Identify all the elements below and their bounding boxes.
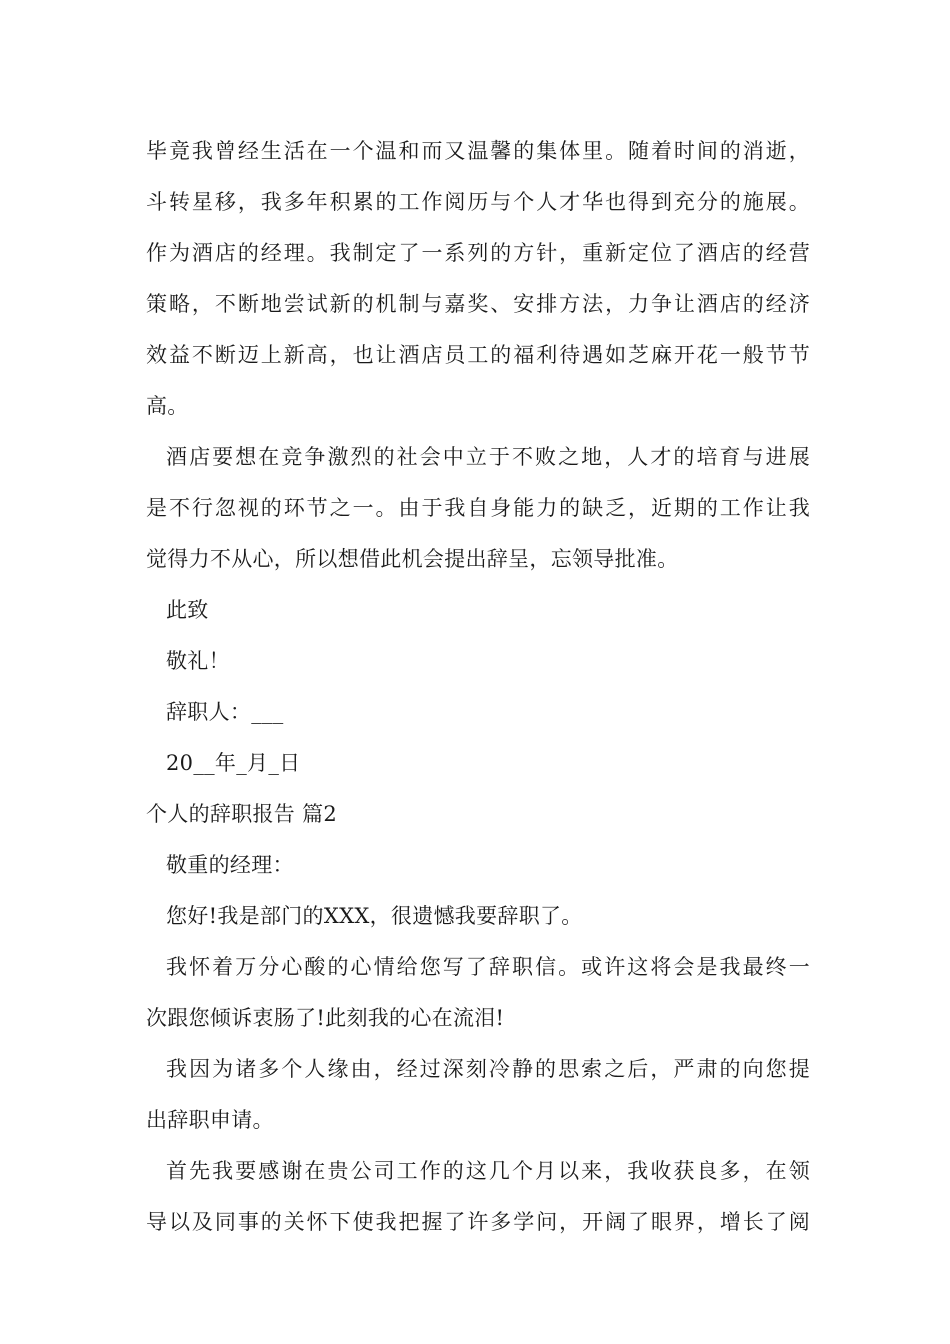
body-text-line: 策略，不断地尝试新的机制与嘉奖、安排方法，力争让酒店的经济 <box>146 292 810 316</box>
body-text-line: 斗转星移，我多年积累的工作阅历与个人才华也得到充分的施展。 <box>146 190 810 214</box>
closing-regards: 敬礼！ <box>166 649 230 673</box>
document-body <box>146 126 810 1248</box>
paragraph-first-line: 您好!我是部门的XXX，很遗憾我要辞职了。 <box>166 904 583 928</box>
paragraph-first-line: 首先我要感谢在贵公司工作的这几个月以来，我收获良多，在领 <box>166 1159 810 1183</box>
date-line: 20__年_月_日 <box>166 751 301 775</box>
body-text-line: 效益不断迈上新高，也让酒店员工的福利待遇如芝麻开花一般节节 <box>146 343 810 367</box>
paragraph-first-line: 我因为诸多个人缘由，经过深刻冷静的思索之后，严肃的向您提 <box>166 1057 810 1081</box>
section-heading: 个人的辞职报告 篇2 <box>146 802 338 826</box>
body-text-line: 高。 <box>146 394 189 418</box>
body-text-line: 觉得力不从心，所以想借此机会提出辞呈，忘领导批准。 <box>146 547 679 571</box>
body-text-line: 导以及同事的关怀下使我把握了许多学问，开阔了眼界，增长了阅 <box>146 1210 810 1234</box>
body-text-line: 次跟您倾诉衷肠了!此刻我的心在流泪! <box>146 1006 505 1030</box>
closing-salutation: 此致 <box>166 598 209 622</box>
body-text-line: 出辞职申请。 <box>146 1108 274 1132</box>
body-text-line: 作为酒店的经理。我制定了一系列的方针，重新定位了酒店的经营 <box>146 241 810 265</box>
paragraph-first-line: 我怀着万分心酸的心情给您写了辞职信。或许这将会是我最终一 <box>166 955 810 979</box>
paragraph-first-line: 酒店要想在竞争激烈的社会中立于不败之地，人才的培育与进展 <box>166 445 810 469</box>
letter-greeting: 敬重的经理： <box>166 853 294 877</box>
signature-line: 辞职人：___ <box>166 700 284 724</box>
body-text-line: 毕竟我曾经生活在一个温和而又温馨的集体里。随着时间的消逝， <box>146 139 810 163</box>
body-text-line: 是不行忽视的环节之一。由于我自身能力的缺乏，近期的工作让我 <box>146 496 810 520</box>
